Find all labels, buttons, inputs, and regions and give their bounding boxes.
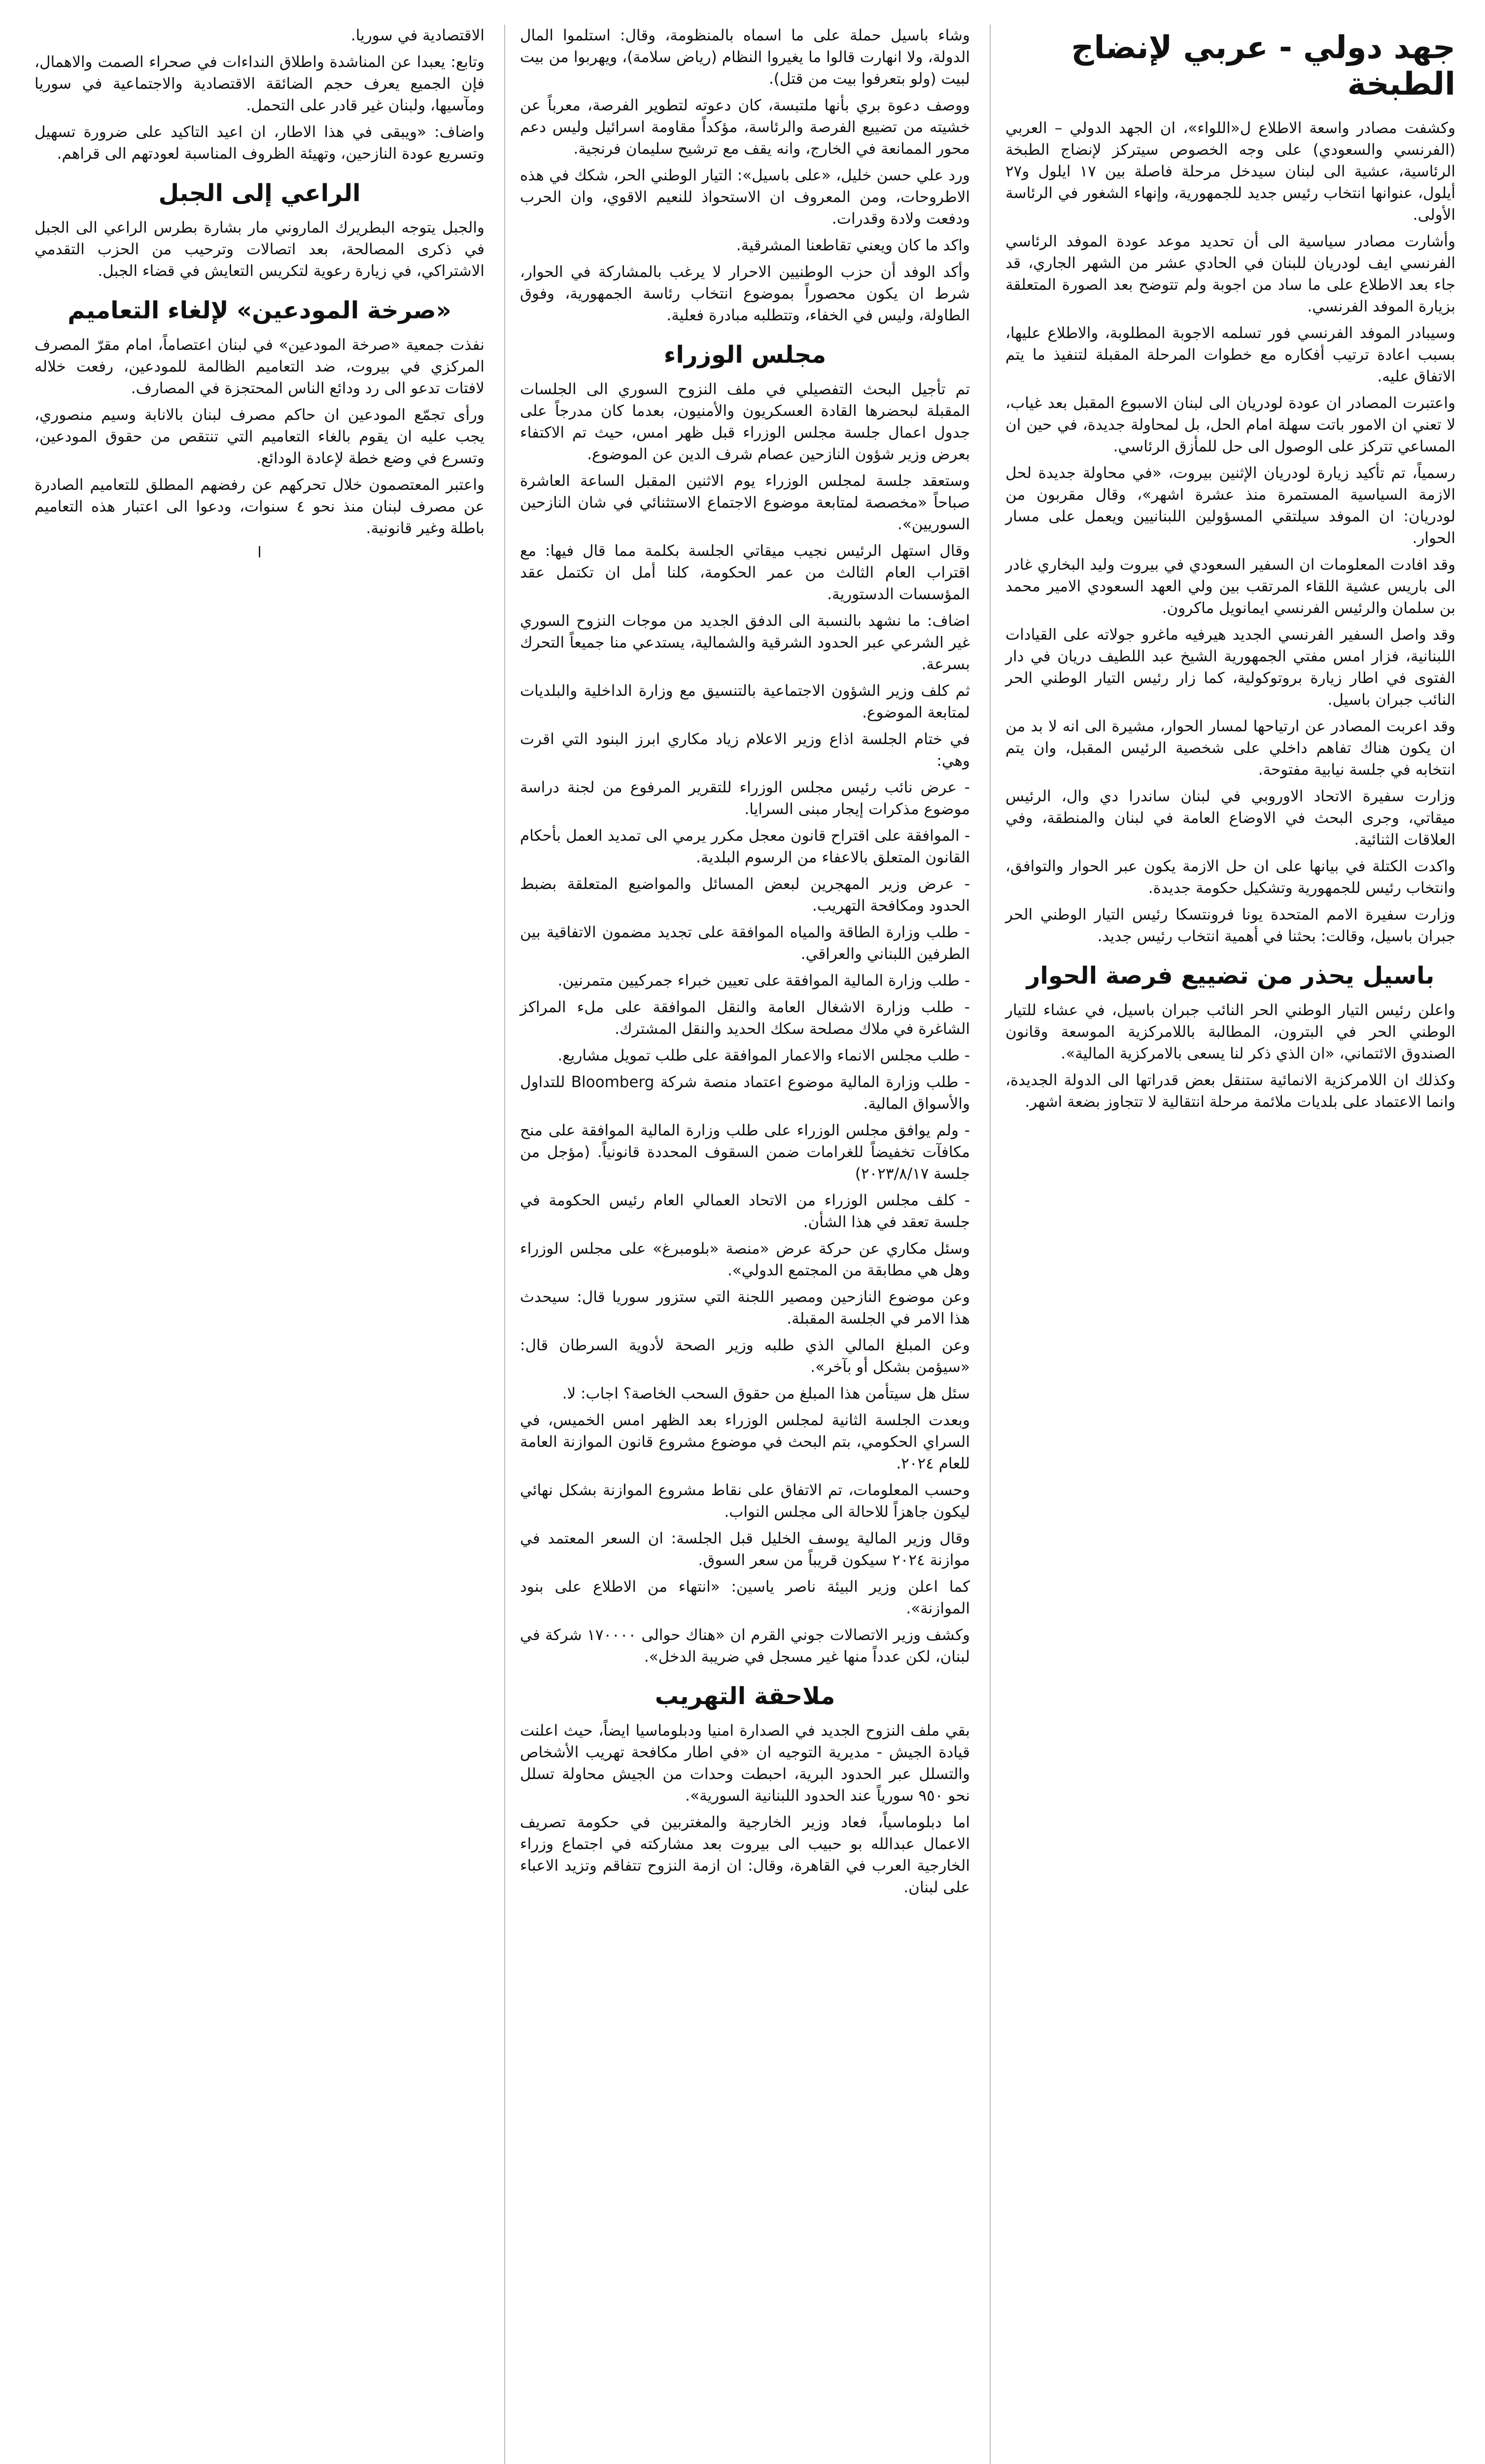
article-paragraph: وقد واصل السفير الفرنسي الجديد هيرفيه ماغرو جولاته على القيادات اللبنانية، فزار امس مفتي الجمهورية الشيخ عبد اللطيف دريان في دار الفتوى في اطار زيارة بروتوكولية، كما زار رئيس التيار الوطني الحر النائب جبران باسيل. — [1005, 626, 1455, 709]
article-paragraph: واعلن رئيس التيار الوطني الحر النائب جبران باسيل، في عشاء للتيار الوطني الحر في البترون، المطالبة باللامركزية الموسعة وقانون الصندوق الائتماني، «ان الذي ذكر لنا يسعى بالامركزية المالية». — [1005, 1001, 1455, 1062]
article-paragraph: وتابع: يعبدا عن المناشدة واطلاق النداءات في صحراء الصمت والاهمال، فإن الجميع يعرف حجم الضائقة الاقتصادية والاجتماعية في سوريا ومآسيها، ولبنان غير قادر على التحمل. — [35, 53, 484, 114]
article-paragraph: وقال استهل الرئيس نجيب ميقاتي الجلسة بكلمة مما قال فيها: مع اقتراب العام الثالث من عمر الحكومة، كلنا أمل ان تكتمل عقد المؤسسات الدستورية. — [520, 542, 970, 603]
main-headline: جهد دولي - عربي لإنضاج الطبخة — [1071, 30, 1455, 103]
article-paragraph: - طلب وزارة الاشغال العامة والنقل الموافقة على ملء المراكز الشاغرة في ملاك مصلحة سكك الحديد والنقل المشترك. — [520, 998, 970, 1038]
article-paragraph: وزارت سفيرة الامم المتحدة يونا فرونتسكا رئيس التيار الوطني الحر جبران باسيل، وقالت: بحثنا في أهمية انتخاب رئيس جديد. — [1005, 906, 1455, 945]
article-paragraph: الاقتصادية في سوريا. — [350, 27, 484, 44]
section-subheading: «صرخة المودعين» لإلغاء التعاميم — [68, 297, 451, 324]
article-paragraph: واكدت الكتلة في بيانها على ان حل الازمة يكون عبر الحوار والتوافق، وانتخاب رئيس للجمهورية وتشكيل حكومة جديدة. — [1005, 857, 1455, 897]
right-column — [990, 25, 1455, 2464]
article-paragraph: وسيبادر الموفد الفرنسي فور تسلمه الاجوبة المطلوبة، والاطلاع عليها، بسبب اعادة ترتيب أفكاره مع خطوات المرحلة المقبلة لتنفيذ ما يتم الاتفاق عليه. — [1005, 324, 1455, 385]
article-paragraph: ثم كلف وزير الشؤون الاجتماعية بالتنسيق مع وزارة الداخلية والبلديات لمتابعة الموضوع. — [520, 682, 970, 721]
article-paragraph: - طلب مجلس الانماء والاعمار الموافقة على طلب تمويل مشاريع. — [557, 1047, 970, 1064]
section-subheading: الراعي إلى الجبل — [158, 179, 361, 207]
article-paragraph: وقال وزير المالية يوسف الخليل قبل الجلسة: ان السعر المعتمد في موازنة ٢٠٢٤ سيكون قريباً من سعر السوق. — [520, 1530, 970, 1569]
article-paragraph: وأكد الوفد أن حزب الوطنيين الاحرار لا يرغب بالمشاركة في الحوار، شرط ان يكون محصوراً بموضوع انتخاب رئاسة الجمهورية، وفوق الطاولة، وليس في الخفاء، وتتطلبه مبادرة فعلية. — [520, 263, 970, 324]
section-subheading: ملاحقة التهريب — [655, 1682, 835, 1710]
article-paragraph: ورأى تجمّع المودعين ان حاكم مصرف لبنان بالانابة وسيم منصوري، يجب عليه ان يقوم بالغاء التعاميم التي تنتقص من حقوق المودعين، وتسرع في وضع خطة لإعادة الودائع. — [35, 406, 484, 467]
article-paragraph: وحسب المعلومات، تم الاتفاق على نقاط مشروع الموازنة بشكل نهائي ليكون جاهزاً للاحالة الى مجلس النواب. — [520, 1481, 970, 1521]
article-paragraph: - عرض وزير المهجرين لبعض المسائل والمواضيع المتعلقة بضبط الحدود ومكافحة التهريب. — [520, 875, 970, 915]
article-paragraph: رسمياً، تم تأكيد زيارة لودريان الإثنين بيروت، «في محاولة جديدة لحل الازمة السياسية المستمرة منذ عشرة اشهر»، وقال مقربون من لودريان: ان الموفد سيلتقي المسؤولين اللبنانيين ويعمل على مسار الحوار. — [1005, 464, 1455, 547]
article-paragraph: وستعقد جلسة لمجلس الوزراء يوم الاثنين المقبل الساعة العاشرة صباحاً «مخصصة لمتابعة موضوع الاجتماع الاستثنائي في شان النازحين السوريين». — [520, 472, 970, 533]
article-paragraph: - طلب وزارة المالية موضوع اعتماد منصة شركة Bloomberg للتداول والأسواق المالية. — [520, 1073, 970, 1113]
article-paragraph: واعتبر المعتصمون خلال تحركهم عن رفضهم المطلق للتعاميم الصادرة عن مصرف لبنان منذ نحو ٤ سنوات، ودعوا الى اعتبار هذه التعاميم باطلة وغير قانونية. — [35, 476, 484, 537]
article-paragraph: اما دبلوماسياً، فعاد وزير الخارجية والمغتربين في حكومة تصريف الاعمال عبدالله بو حبيب الى بيروت بعد مشاركته في اجتماع وزراء الخارجية العرب في القاهرة، وقال: ان ازمة النزوح تتفاقم وتزيد الاعباء على لبنان. — [520, 1814, 970, 1896]
column-end-mark: ا — [257, 544, 262, 561]
section-subheading: مجلس الوزراء — [663, 341, 827, 369]
article-paragraph: وسئل مكاري عن حركة عرض «منصة «بلومبرغ» على مجلس الوزراء وهل هي مطابقة من المجتمع الدولي». — [520, 1240, 970, 1279]
article-paragraph: نفذت جمعية «صرخة المودعين» في لبنان اعتصاماً، امام مقرّ المصرف المركزي في بيروت، ضد التعاميم الظالمة للمودعين، رفعت خلاله لافتات تدعو الى رد ودائع الناس المحتجزة في المصارف. — [35, 336, 484, 397]
article-paragraph: بقي ملف النزوح الجديد في الصدارة امنيا ودبلوماسيا ايضاً، حيث اعلنت قيادة الجيش - مديرية التوجيه ان «في اطار مكافحة تهريب الأشخاص والتسلل عبر الحدود البرية، احبطت وحدات من الجيش محاولة تسلل نحو ٩٥٠ سورياً عند الحدود اللبنانية السورية». — [520, 1722, 970, 1805]
left-column — [20, 25, 484, 2464]
article-paragraph: - كلف مجلس الوزراء من الاتحاد العمالي العام رئيس الحكومة في جلسة تعقد في هذا الشأن. — [520, 1192, 970, 1231]
article-paragraph: وكذلك ان اللامركزية الانمائية ستنقل بعض قدراتها الى الدولة الجديدة، وانما الاعتماد على بلديات ملائمة مرحلة انتقالية لا تتجاوز بضعة اشهر. — [1005, 1071, 1455, 1111]
article-paragraph: واضاف: «ويبقى في هذا الاطار، ان اعيد التاكيد على ضرورة تسهيل وتسريع عودة النازحين، وتهيئة الظروف المناسبة لعودتهم الى قراهم. — [35, 123, 484, 163]
article-paragraph: كما اعلن وزير البيئة ناصر ياسين: «انتهاء من الاطلاع على بنود الموازنة». — [520, 1578, 970, 1617]
middle-column — [504, 25, 970, 2464]
article-paragraph: وزارت سفيرة الاتحاد الاوروبي في لبنان ساندرا دي وال، الرئيس ميقاتي، وجرى البحث في الاوضاع العامة في لبنان والمنطقة، وفي العلاقات الثنائية. — [1005, 787, 1455, 849]
article-paragraph: - الموافقة على اقتراح قانون معجل مكرر يرمي الى تمديد العمل بأحكام القانون المتعلق بالاعفاء من الرسوم البلدية. — [520, 827, 970, 866]
article-paragraph: واكد ما كان ويعني تقاطعنا المشرقية. — [736, 237, 970, 254]
article-paragraph: ورد علي حسن خليل، «على باسيل»: التيار الوطني الحر، شكك في هذه الاطروحات، ومن المعروف ان الاستحواذ للنعيم الاقوي، وان الحرب ودفعت ولادة وقدرات. — [520, 167, 970, 228]
article-paragraph: وكشف وزير الاتصالات جوني القرم ان «هناك حوالى ١٧٠٠٠٠ شركة في لبنان، لكن عدداً منها غير مسجل في ضريبة الدخل». — [520, 1626, 970, 1666]
article-paragraph: وعن المبلغ المالي الذي طلبه وزير الصحة لأدوية السرطان قال: «سيؤمن بشكل أو بآخر». — [520, 1336, 970, 1376]
article-paragraph: سئل هل سيتأمن هذا المبلغ من حقوق السحب الخاصة؟ اجاب: لا. — [562, 1385, 970, 1403]
article-paragraph: - طلب وزارة المالية الموافقة على تعيين خبراء جمركيين متمرنين. — [557, 972, 970, 990]
article-paragraph: وقد اعربت المصادر عن ارتياحها لمسار الحوار، مشيرة الى انه لا بد من ان يكون هناك تفاهم داخلي على شخصية الرئيس المقبل، وان يتم انتخابه في جلسة نيابية مفتوحة. — [1005, 718, 1455, 779]
article-paragraph: وقد افادت المعلومات ان السفير السعودي في بيروت وليد البخاري غادر الى باريس عشية اللقاء المرتقب بين ولي العهد السعودي الامير محمد بن سلمان والرئيس الفرنسي ايمانويل ماكرون. — [1005, 556, 1455, 617]
article-paragraph: ووصف دعوة بري بأنها ملتبسة، كان دعوته لتطوير الفرصة، معرباً عن خشيته من تضييع الفرصة والرئاسة، مؤكداً مقاومة اسرائيل وليس دعم محور الممانعة في الخارج، وانه يقف مع ترشيح سليمان فرنجية. — [520, 97, 970, 158]
article-paragraph: - عرض نائب رئيس مجلس الوزراء للتقرير المرفوع من لجنة دراسة موضوع مذكرات إيجار مبنى السرايا. — [520, 779, 970, 818]
article-paragraph: والجبل يتوجه البطريرك الماروني مار بشارة بطرس الراعي الى الجبل في ذكرى المصالحة، بعد اتصالات وترحيب من الحزب التقدمي الاشتراكي، في زيارة رعوية لتكريس التعايش في قضاء الجبل. — [35, 219, 484, 280]
article-paragraph: وعن موضوع النازحين ومصير اللجنة التي ستزور سوريا قال: سيحدث هذا الامر في الجلسة المقبلة. — [520, 1288, 970, 1328]
article-paragraph: وشاء باسيل حملة على ما اسماه بالمنظومة، وقال: استلموا المال الدولة، ولا انهارت قالوا ما يغيروا النظام (رياض سلامة)، ويهربوا من بيت لبيت (ولو بتعرفوا بيت من قتل). — [520, 27, 970, 88]
article-paragraph: اضاف: ما نشهد بالنسبة الى الدفق الجديد من موجات النزوح السوري غير الشرعي عبر الحدود الشرقية والشمالية، يستدعي منا جميعاً التحرك بسرعة. — [520, 612, 970, 673]
article-paragraph: - ولم يوافق مجلس الوزراء على طلب وزارة المالية الموافقة على منح مكافآت تخفيضاً للغرامات ضمن السقوف المحددة قانونياً. (مؤجل من جلسة ٢٠٢٣/٨/١٧) — [520, 1122, 970, 1183]
article-paragraph: - طلب وزارة الطاقة والمياه الموافقة على تجديد مضمون الاتفاقية بين الطرفين اللبناني والعراقي. — [520, 924, 970, 963]
article-paragraph: واعتبرت المصادر ان عودة لودريان الى لبنان الاسبوع المقبل بعد غياب، لا تعني ان الامور باتت سهلة امام الحل، بل لمحاولة جديدة، في حين ان المساعي تتركز على الوصول الى حل للمأزق الرئاسي. — [1005, 394, 1455, 455]
article-paragraph: في ختام الجلسة اذاع وزير الاعلام زياد مكاري ابرز البنود التي اقرت وهي: — [520, 730, 970, 770]
section-subheading: باسيل يحذر من تضييع فرصة الحوار — [1026, 962, 1435, 990]
article-paragraph: تم تأجيل البحث التفصيلي في ملف النزوح السوري الى الجلسات المقبلة لبحضرها القادة العسكريون والأمنيون، بعدما كان مدرجاً على جدول اعمال جلسة مجلس الوزراء قبل ظهر امس، حيث تم الاكتفاء بعرض وزير شؤون النازحين عصام شرف الدين عن الموضوع. — [520, 380, 970, 463]
article-paragraph: وأشارت مصادر سياسية الى أن تحديد موعد عودة الموفد الرئاسي الفرنسي ايف لودريان للبنان في الحادي عشر من الشهر الجاري، قد جاء بعد الاطلاع على ما ساد من اجوبة ولم تتوضح بعد الصورة المتعلقة بزيارة الموفد الفرنسي. — [1005, 233, 1455, 315]
article-paragraph: وكشفت مصادر واسعة الاطلاع ل«اللواء»، ان الجهد الدولي – العربي (الفرنسي والسعودي) على وجه الخصوص سيتركز لإنضاج الطبخة الرئاسية، عشية الى لبنان سيدخل مرحلة فاصلة بين ١٧ ايلول و٢٧ أيلول، عنوانها انتخاب رئيس جديد للجمهورية، وإنهاء الشغور في الرئاسة الأولى. — [1005, 119, 1455, 224]
article-paragraph: وبعدت الجلسة الثانية لمجلس الوزراء بعد الظهر امس الخميس، في السراي الحكومي، بتم البحث في موضوع مشروع قانون الموازنة العامة للعام ٢٠٢٤. — [520, 1411, 970, 1472]
